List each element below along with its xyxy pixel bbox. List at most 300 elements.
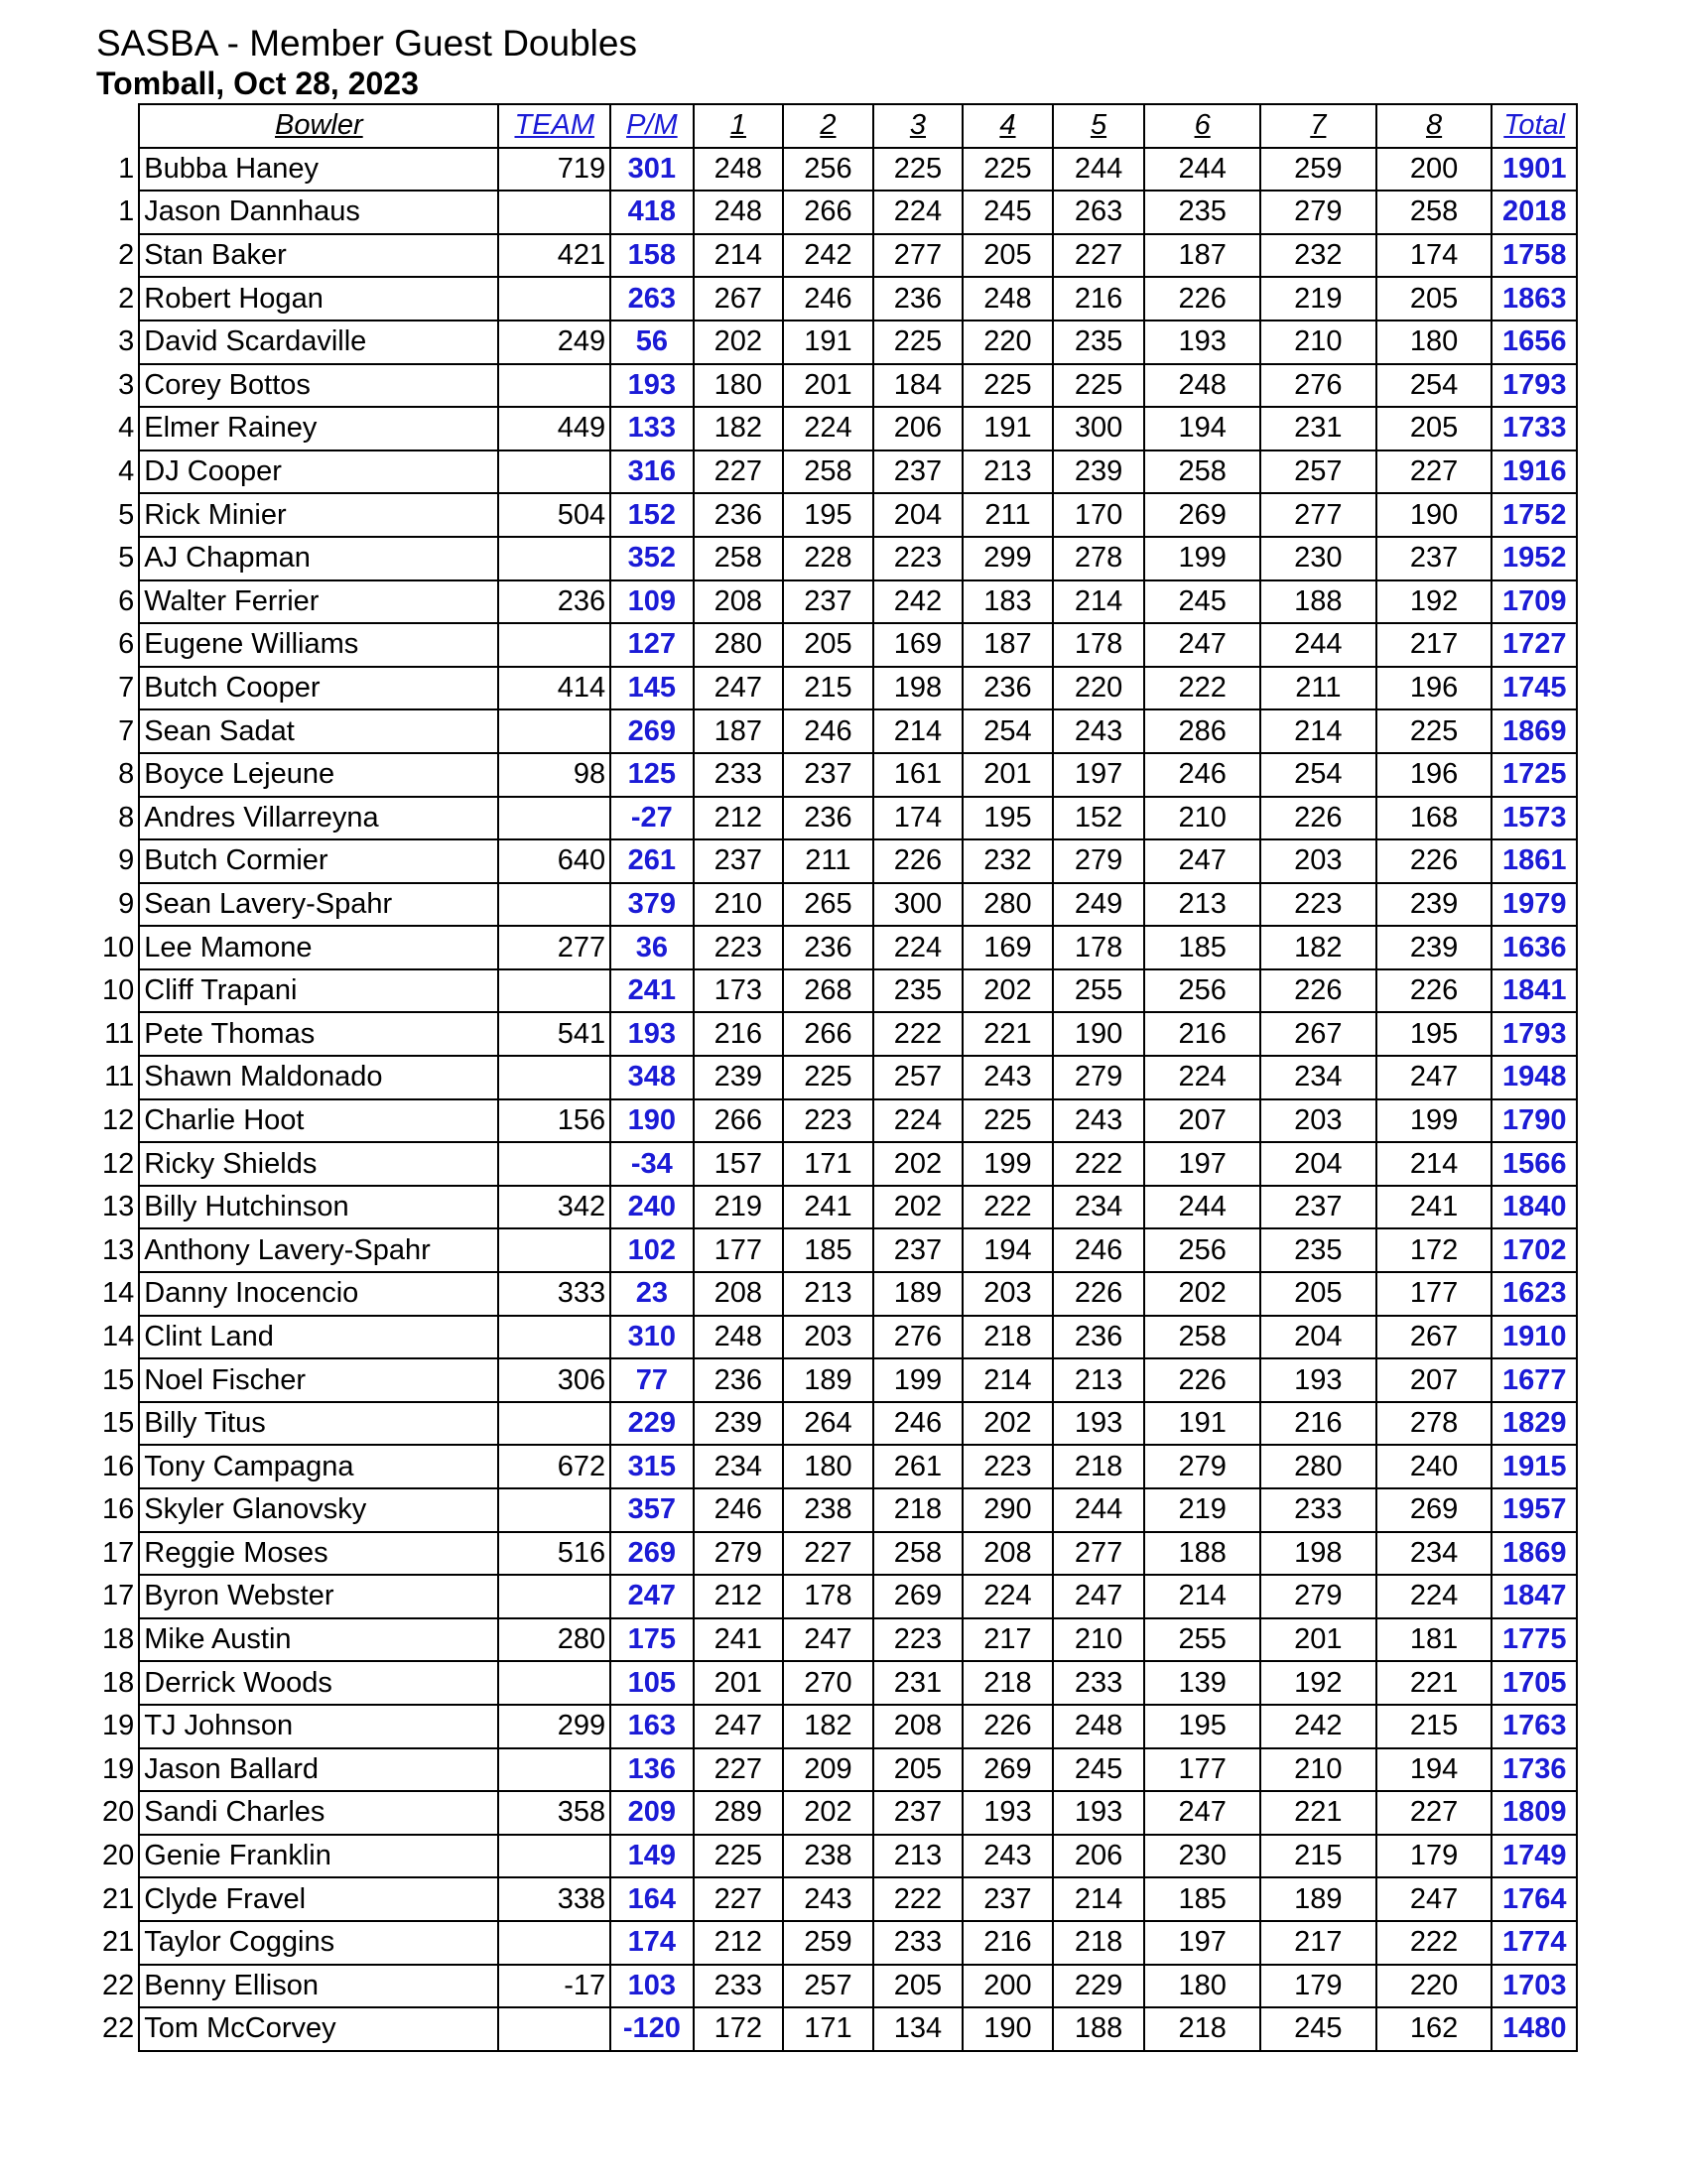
game-score-cell: 225 xyxy=(694,1835,784,1878)
team-score-cell xyxy=(498,623,610,667)
team-score-cell: 358 xyxy=(498,1791,610,1835)
table-row xyxy=(95,537,1577,580)
game-score-cell: 239 xyxy=(694,1402,784,1446)
game-score-cell: 214 xyxy=(873,709,964,753)
game-score-cell: 226 xyxy=(1144,277,1260,321)
rank-cell: 17 xyxy=(102,1536,135,1569)
game-score-cell: 178 xyxy=(783,1575,873,1618)
game-score-cell: 243 xyxy=(783,1877,873,1921)
game-score-cell: 247 xyxy=(1144,1791,1260,1835)
team-score-cell xyxy=(498,1748,610,1792)
game-score-cell: 161 xyxy=(873,753,964,797)
game-score-cell: 214 xyxy=(1053,580,1145,624)
team-score-cell xyxy=(498,797,610,840)
total-score-cell: 1703 xyxy=(1492,1965,1577,2008)
bowler-column-header: Bowler xyxy=(139,104,498,148)
game-score-cell: 248 xyxy=(1144,364,1260,408)
game-score-cell: 217 xyxy=(1376,623,1492,667)
game-score-cell: 180 xyxy=(1144,1965,1260,2008)
game-score-cell: 235 xyxy=(1260,1228,1376,1272)
plus-minus-cell: 152 xyxy=(610,493,694,537)
bowler-name-cell: David Scardaville xyxy=(139,321,498,364)
table-row xyxy=(95,1791,1577,1835)
game-score-cell: 233 xyxy=(694,1965,784,2008)
game-score-cell: 258 xyxy=(783,450,873,494)
game-score-cell: 206 xyxy=(873,407,964,450)
game-score-cell: 235 xyxy=(1144,191,1260,234)
game-score-cell: 279 xyxy=(1053,1056,1145,1099)
table-row xyxy=(95,753,1577,797)
total-score-cell: 1869 xyxy=(1492,1532,1577,1576)
game-score-cell: 194 xyxy=(1144,407,1260,450)
table-row xyxy=(95,1358,1577,1402)
game-score-cell: 203 xyxy=(963,1272,1053,1316)
game-score-cell: 204 xyxy=(1260,1316,1376,1359)
bowler-name-cell: Benny Ellison xyxy=(139,1965,498,2008)
game-score-cell: 193 xyxy=(1053,1791,1145,1835)
rank-cell: 15 xyxy=(102,1363,135,1396)
game-score-cell: 224 xyxy=(963,1575,1053,1618)
game-score-cell: 245 xyxy=(963,191,1053,234)
game-score-cell: 224 xyxy=(873,191,964,234)
game-score-cell: 189 xyxy=(1260,1877,1376,1921)
team-score-cell: 280 xyxy=(498,1618,610,1662)
game-score-cell: 213 xyxy=(1144,883,1260,927)
rank-cell: 10 xyxy=(102,931,135,964)
game-score-cell: 205 xyxy=(873,1965,964,2008)
game-score-cell: 169 xyxy=(963,926,1053,969)
game-score-cell: 258 xyxy=(694,537,784,580)
plus-minus-cell: 263 xyxy=(610,277,694,321)
pm-column-header: P/M xyxy=(610,104,694,148)
game-column-header: 6 xyxy=(1144,104,1260,148)
game-score-cell: 191 xyxy=(963,407,1053,450)
game-score-cell: 225 xyxy=(963,148,1053,192)
game-column-header: 3 xyxy=(873,104,964,148)
game-score-cell: 213 xyxy=(1053,1358,1145,1402)
team-score-cell xyxy=(498,277,610,321)
team-score-cell: -17 xyxy=(498,1965,610,2008)
rank-cell: 10 xyxy=(102,974,135,1007)
team-score-cell xyxy=(498,1056,610,1099)
game-score-cell: 152 xyxy=(1053,797,1145,840)
game-score-cell: 269 xyxy=(1144,493,1260,537)
bowler-name-cell: Billy Titus xyxy=(139,1402,498,1446)
table-row xyxy=(95,969,1577,1013)
game-score-cell: 247 xyxy=(1376,1056,1492,1099)
total-score-cell: 1829 xyxy=(1492,1402,1577,1446)
game-score-cell: 226 xyxy=(1053,1272,1145,1316)
game-score-cell: 242 xyxy=(783,234,873,278)
game-score-cell: 184 xyxy=(873,364,964,408)
game-score-cell: 212 xyxy=(694,1575,784,1618)
plus-minus-cell: -34 xyxy=(610,1142,694,1186)
game-score-cell: 277 xyxy=(1053,1532,1145,1576)
game-score-cell: 280 xyxy=(694,623,784,667)
rank-cell: 13 xyxy=(102,1233,135,1266)
bowler-name-cell: Butch Cooper xyxy=(139,667,498,710)
rank-cell: 7 xyxy=(118,672,135,705)
rank-header xyxy=(95,104,139,148)
game-score-cell: 177 xyxy=(1144,1748,1260,1792)
game-score-cell: 256 xyxy=(1144,969,1260,1013)
table-row xyxy=(95,1099,1577,1143)
game-score-cell: 179 xyxy=(1260,1965,1376,2008)
bowler-name-cell: Cliff Trapani xyxy=(139,969,498,1013)
game-score-cell: 188 xyxy=(1053,2007,1145,2051)
game-score-cell: 216 xyxy=(1260,1402,1376,1446)
plus-minus-cell: 310 xyxy=(610,1316,694,1359)
game-score-cell: 210 xyxy=(1144,797,1260,840)
game-score-cell: 269 xyxy=(963,1748,1053,1792)
game-score-cell: 199 xyxy=(963,1142,1053,1186)
bowler-name-cell: Pete Thomas xyxy=(139,1012,498,1056)
game-score-cell: 224 xyxy=(783,407,873,450)
table-row xyxy=(95,1272,1577,1316)
team-score-cell: 338 xyxy=(498,1877,610,1921)
game-score-cell: 202 xyxy=(873,1142,964,1186)
game-score-cell: 196 xyxy=(1376,667,1492,710)
plus-minus-cell: 109 xyxy=(610,580,694,624)
game-score-cell: 236 xyxy=(694,1358,784,1402)
game-score-cell: 214 xyxy=(1260,709,1376,753)
game-score-cell: 254 xyxy=(1260,753,1376,797)
rank-cell: 13 xyxy=(102,1191,135,1223)
game-score-cell: 225 xyxy=(963,364,1053,408)
game-score-cell: 210 xyxy=(1260,1748,1376,1792)
game-score-cell: 201 xyxy=(1260,1618,1376,1662)
table-row xyxy=(95,1575,1577,1618)
game-score-cell: 235 xyxy=(1053,321,1145,364)
game-score-cell: 192 xyxy=(1260,1661,1376,1705)
game-score-cell: 278 xyxy=(1053,537,1145,580)
game-score-cell: 220 xyxy=(1053,667,1145,710)
game-score-cell: 231 xyxy=(873,1661,964,1705)
game-score-cell: 234 xyxy=(1376,1532,1492,1576)
game-score-cell: 190 xyxy=(963,2007,1053,2051)
team-score-cell: 414 xyxy=(498,667,610,710)
game-score-cell: 265 xyxy=(783,883,873,927)
bowler-name-cell: Shawn Maldonado xyxy=(139,1056,498,1099)
game-score-cell: 258 xyxy=(1144,1316,1260,1359)
rank-cell: 4 xyxy=(118,455,135,488)
total-score-cell: 1736 xyxy=(1492,1748,1577,1792)
game-score-cell: 238 xyxy=(783,1488,873,1532)
game-column-header: 5 xyxy=(1053,104,1145,148)
game-score-cell: 224 xyxy=(873,926,964,969)
game-score-cell: 202 xyxy=(963,969,1053,1013)
rank-cell: 11 xyxy=(104,1061,135,1093)
game-score-cell: 139 xyxy=(1144,1661,1260,1705)
game-score-cell: 195 xyxy=(1376,1012,1492,1056)
team-score-cell: 640 xyxy=(498,839,610,883)
total-score-cell: 1623 xyxy=(1492,1272,1577,1316)
plus-minus-cell: 163 xyxy=(610,1705,694,1748)
bowler-name-cell: Tony Campagna xyxy=(139,1445,498,1488)
game-score-cell: 211 xyxy=(783,839,873,883)
game-score-cell: 205 xyxy=(1376,407,1492,450)
game-score-cell: 192 xyxy=(1376,580,1492,624)
total-score-cell: 1793 xyxy=(1492,364,1577,408)
plus-minus-cell: -27 xyxy=(610,797,694,840)
game-score-cell: 223 xyxy=(694,926,784,969)
plus-minus-cell: 158 xyxy=(610,234,694,278)
bowler-name-cell: Andres Villarreyna xyxy=(139,797,498,840)
game-score-cell: 205 xyxy=(1260,1272,1376,1316)
game-score-cell: 218 xyxy=(1144,2007,1260,2051)
game-score-cell: 267 xyxy=(1376,1316,1492,1359)
rank-cell: 4 xyxy=(118,412,135,445)
game-score-cell: 237 xyxy=(873,1791,964,1835)
plus-minus-cell: 261 xyxy=(610,839,694,883)
total-score-cell: 1916 xyxy=(1492,450,1577,494)
game-score-cell: 255 xyxy=(1053,969,1145,1013)
game-score-cell: 222 xyxy=(1144,667,1260,710)
rank-cell: 18 xyxy=(102,1666,135,1699)
table-row xyxy=(95,364,1577,408)
game-score-cell: 198 xyxy=(873,667,964,710)
game-score-cell: 247 xyxy=(694,1705,784,1748)
rank-cell: 3 xyxy=(118,368,135,401)
total-score-cell: 1749 xyxy=(1492,1835,1577,1878)
game-score-cell: 233 xyxy=(1053,1661,1145,1705)
table-row xyxy=(95,1316,1577,1359)
bowler-name-cell: Elmer Rainey xyxy=(139,407,498,450)
team-score-cell xyxy=(498,969,610,1013)
game-score-cell: 227 xyxy=(694,1877,784,1921)
team-score-cell xyxy=(498,1228,610,1272)
game-score-cell: 222 xyxy=(1376,1921,1492,1965)
total-column-header: Total xyxy=(1492,104,1577,148)
bowler-name-cell: Danny Inocencio xyxy=(139,1272,498,1316)
total-score-cell: 1910 xyxy=(1492,1316,1577,1359)
game-score-cell: 237 xyxy=(1376,537,1492,580)
game-score-cell: 204 xyxy=(1260,1142,1376,1186)
plus-minus-cell: 193 xyxy=(610,364,694,408)
game-score-cell: 279 xyxy=(1053,839,1145,883)
game-score-cell: 248 xyxy=(963,277,1053,321)
rank-cell: 16 xyxy=(102,1450,135,1482)
table-row xyxy=(95,883,1577,927)
game-score-cell: 218 xyxy=(963,1316,1053,1359)
game-score-cell: 246 xyxy=(873,1402,964,1446)
game-score-cell: 190 xyxy=(1376,493,1492,537)
plus-minus-cell: 164 xyxy=(610,1877,694,1921)
game-score-cell: 238 xyxy=(783,1835,873,1878)
game-score-cell: 218 xyxy=(873,1488,964,1532)
game-score-cell: 247 xyxy=(1144,839,1260,883)
game-score-cell: 245 xyxy=(1144,580,1260,624)
game-score-cell: 189 xyxy=(873,1272,964,1316)
game-score-cell: 276 xyxy=(1260,364,1376,408)
team-score-cell xyxy=(498,450,610,494)
game-score-cell: 188 xyxy=(1144,1532,1260,1576)
plus-minus-cell: 269 xyxy=(610,709,694,753)
game-column-header: 8 xyxy=(1376,104,1492,148)
game-score-cell: 247 xyxy=(1376,1877,1492,1921)
game-score-cell: 227 xyxy=(783,1532,873,1576)
game-score-cell: 258 xyxy=(873,1532,964,1576)
bowler-name-cell: Stan Baker xyxy=(139,234,498,278)
total-score-cell: 1566 xyxy=(1492,1142,1577,1186)
bowler-name-cell: Skyler Glanovsky xyxy=(139,1488,498,1532)
game-score-cell: 214 xyxy=(1053,1877,1145,1921)
team-score-cell xyxy=(498,1316,610,1359)
game-score-cell: 194 xyxy=(963,1228,1053,1272)
game-score-cell: 299 xyxy=(963,537,1053,580)
game-score-cell: 223 xyxy=(873,1618,964,1662)
game-score-cell: 237 xyxy=(873,450,964,494)
total-score-cell: 1793 xyxy=(1492,1012,1577,1056)
bowler-name-cell: Anthony Lavery-Spahr xyxy=(139,1228,498,1272)
rank-cell: 14 xyxy=(102,1320,135,1352)
game-score-cell: 248 xyxy=(1053,1705,1145,1748)
table-row xyxy=(95,1012,1577,1056)
table-row xyxy=(95,1488,1577,1532)
plus-minus-cell: 102 xyxy=(610,1228,694,1272)
game-score-cell: 222 xyxy=(963,1186,1053,1229)
bowler-name-cell: Butch Cormier xyxy=(139,839,498,883)
rank-cell: 3 xyxy=(118,325,135,358)
game-score-cell: 182 xyxy=(783,1705,873,1748)
game-score-cell: 215 xyxy=(783,667,873,710)
game-score-cell: 233 xyxy=(694,753,784,797)
game-score-cell: 201 xyxy=(963,753,1053,797)
bowler-name-cell: Rick Minier xyxy=(139,493,498,537)
table-row xyxy=(95,1186,1577,1229)
bowler-name-cell: Derrick Woods xyxy=(139,1661,498,1705)
game-score-cell: 223 xyxy=(1260,883,1376,927)
bowler-name-cell: Lee Mamone xyxy=(139,926,498,969)
total-score-cell: 1809 xyxy=(1492,1791,1577,1835)
table-row xyxy=(95,191,1577,234)
game-score-cell: 185 xyxy=(1144,926,1260,969)
table-row xyxy=(95,407,1577,450)
bowler-name-cell: Bubba Haney xyxy=(139,148,498,192)
rank-cell: 8 xyxy=(118,801,135,834)
rank-cell: 19 xyxy=(102,1710,135,1742)
team-score-cell xyxy=(498,1661,610,1705)
table-row xyxy=(95,1142,1577,1186)
rank-cell: 22 xyxy=(102,1969,135,2001)
plus-minus-cell: 193 xyxy=(610,1012,694,1056)
bowler-name-cell: Corey Bottos xyxy=(139,364,498,408)
game-score-cell: 202 xyxy=(1144,1272,1260,1316)
game-score-cell: 195 xyxy=(1144,1705,1260,1748)
game-score-cell: 242 xyxy=(1260,1705,1376,1748)
game-score-cell: 247 xyxy=(1053,1575,1145,1618)
game-score-cell: 247 xyxy=(783,1618,873,1662)
game-score-cell: 279 xyxy=(694,1532,784,1576)
game-score-cell: 246 xyxy=(783,709,873,753)
total-score-cell: 1752 xyxy=(1492,493,1577,537)
total-score-cell: 1480 xyxy=(1492,2007,1577,2051)
table-row xyxy=(95,797,1577,840)
game-score-cell: 207 xyxy=(1144,1099,1260,1143)
game-score-cell: 240 xyxy=(1376,1445,1492,1488)
game-score-cell: 206 xyxy=(1053,1835,1145,1878)
total-score-cell: 1656 xyxy=(1492,321,1577,364)
table-row xyxy=(95,667,1577,710)
team-score-cell: 156 xyxy=(498,1099,610,1143)
game-score-cell: 266 xyxy=(783,1012,873,1056)
game-score-cell: 243 xyxy=(963,1056,1053,1099)
game-score-cell: 202 xyxy=(694,321,784,364)
game-score-cell: 193 xyxy=(1260,1358,1376,1402)
bowler-name-cell: DJ Cooper xyxy=(139,450,498,494)
plus-minus-cell: 105 xyxy=(610,1661,694,1705)
game-score-cell: 199 xyxy=(873,1358,964,1402)
game-score-cell: 243 xyxy=(1053,1099,1145,1143)
rank-cell: 1 xyxy=(118,195,135,228)
bowler-name-cell: Tom McCorvey xyxy=(139,2007,498,2051)
game-score-cell: 221 xyxy=(963,1012,1053,1056)
rank-cell: 20 xyxy=(102,1840,135,1872)
plus-minus-cell: 352 xyxy=(610,537,694,580)
game-score-cell: 210 xyxy=(694,883,784,927)
scores-table xyxy=(95,103,1578,2052)
game-score-cell: 280 xyxy=(1260,1445,1376,1488)
game-score-cell: 280 xyxy=(963,883,1053,927)
game-score-cell: 255 xyxy=(1144,1618,1260,1662)
rank-cell: 15 xyxy=(102,1407,135,1440)
table-row xyxy=(95,709,1577,753)
game-score-cell: 187 xyxy=(694,709,784,753)
bowler-name-cell: Reggie Moses xyxy=(139,1532,498,1576)
game-score-cell: 244 xyxy=(1144,148,1260,192)
game-score-cell: 276 xyxy=(873,1316,964,1359)
total-score-cell: 2018 xyxy=(1492,191,1577,234)
game-score-cell: 254 xyxy=(963,709,1053,753)
table-row xyxy=(95,321,1577,364)
game-score-cell: 191 xyxy=(1144,1402,1260,1446)
game-score-cell: 236 xyxy=(963,667,1053,710)
game-score-cell: 241 xyxy=(783,1186,873,1229)
game-score-cell: 228 xyxy=(783,537,873,580)
game-score-cell: 216 xyxy=(963,1921,1053,1965)
bowler-name-cell: Byron Webster xyxy=(139,1575,498,1618)
game-score-cell: 248 xyxy=(694,191,784,234)
total-score-cell: 1847 xyxy=(1492,1575,1577,1618)
game-score-cell: 197 xyxy=(1053,753,1145,797)
table-row xyxy=(95,1705,1577,1748)
plus-minus-cell: 145 xyxy=(610,667,694,710)
total-score-cell: 1709 xyxy=(1492,580,1577,624)
bowler-name-cell: Charlie Hoot xyxy=(139,1099,498,1143)
header-row xyxy=(95,104,1577,148)
rank-cell: 6 xyxy=(118,584,135,617)
rank-cell: 5 xyxy=(118,542,135,575)
total-score-cell: 1764 xyxy=(1492,1877,1577,1921)
rank-cell: 14 xyxy=(102,1277,135,1310)
game-score-cell: 246 xyxy=(1144,753,1260,797)
total-score-cell: 1869 xyxy=(1492,709,1577,753)
game-score-cell: 213 xyxy=(873,1835,964,1878)
total-score-cell: 1840 xyxy=(1492,1186,1577,1229)
team-score-cell xyxy=(498,2007,610,2051)
game-score-cell: 226 xyxy=(963,1705,1053,1748)
game-score-cell: 214 xyxy=(963,1358,1053,1402)
game-score-cell: 220 xyxy=(1376,1965,1492,2008)
game-score-cell: 174 xyxy=(873,797,964,840)
total-score-cell: 1790 xyxy=(1492,1099,1577,1143)
rank-cell: 12 xyxy=(102,1147,135,1180)
table-row xyxy=(95,493,1577,537)
plus-minus-cell: 269 xyxy=(610,1532,694,1576)
game-score-cell: 245 xyxy=(1260,2007,1376,2051)
team-score-cell: 719 xyxy=(498,148,610,192)
game-score-cell: 233 xyxy=(873,1921,964,1965)
